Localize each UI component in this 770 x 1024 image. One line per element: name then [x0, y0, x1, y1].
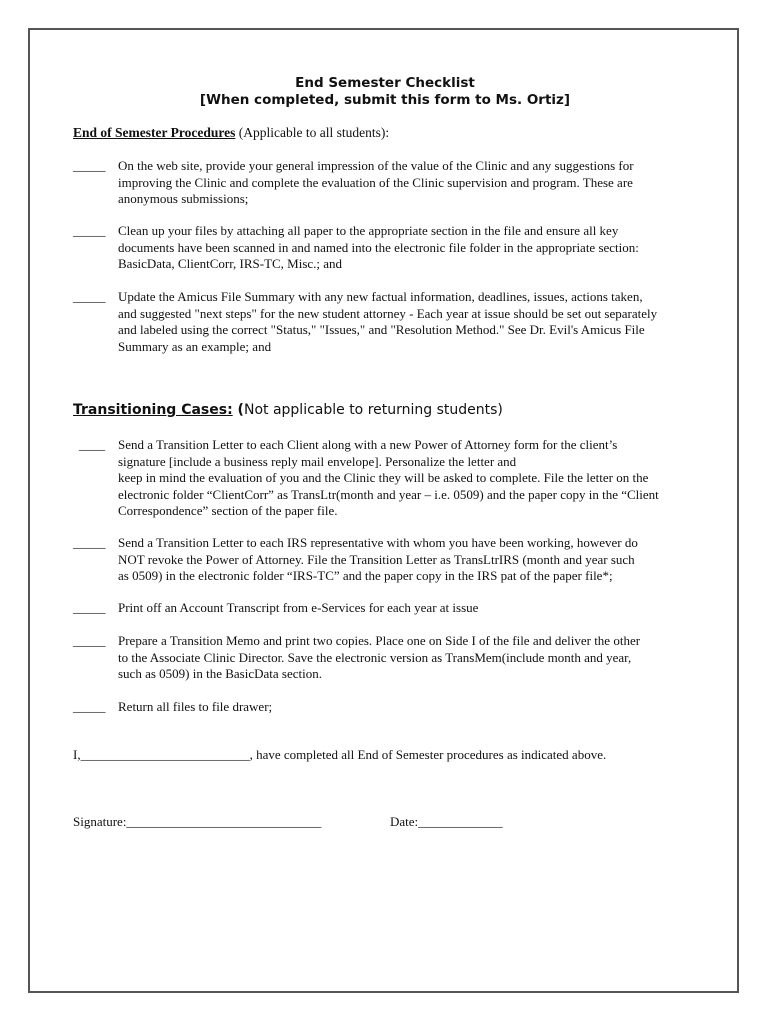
item-line: Send a Transition Letter to each Client along with a new Power of Attorney form for the client’s: [118, 437, 618, 452]
check-blank[interactable]: _____: [73, 699, 106, 714]
signature-field[interactable]: Signature:______________________________: [73, 814, 322, 829]
item-text: [118, 437, 703, 520]
section-heading-label: Transitioning Cases:: [73, 402, 233, 418]
item-line: signature [include a business reply mail envelope]. Personalize the letter and: [118, 453, 517, 469]
item-line: anonymous submissions;: [118, 191, 249, 206]
check-blank[interactable]: ____: [79, 437, 105, 452]
item-line: and suggested "next steps" for the new student attorney - Each year at issue should be set out separately: [118, 305, 658, 321]
item-line: Clean up your files by attaching all paper to the appropriate section in the file and ensure all key: [118, 223, 619, 238]
check-blank[interactable]: _____: [73, 223, 106, 238]
section-heading-end-of-semester: [73, 125, 389, 141]
item-text: [118, 158, 703, 208]
section-heading-note: (Applicable to all students):: [235, 125, 390, 140]
item-line: NOT revoke the Power of Attorney. File the Transition Letter as TransLtrIRS (month and year such: [118, 551, 635, 567]
check-blank[interactable]: _____: [73, 289, 106, 304]
item-text: [118, 289, 703, 355]
certification-statement[interactable]: I,__________________________, have completed all End of Semester procedures as indicated above.: [73, 747, 607, 762]
item-text: [118, 600, 703, 617]
item-line: to the Associate Clinic Director. Save the electronic version as TransMem(include month and year,: [118, 649, 632, 665]
checklist-item-transition-memo: [73, 633, 703, 683]
item-text: [118, 699, 703, 716]
item-line: and labeled using the correct "Status," "Issues," and "Resolution Method." See Dr. Evil's Amicus File: [118, 322, 645, 337]
date-field[interactable]: Date:_____________: [390, 814, 503, 829]
checklist-item-web-evaluation: [73, 158, 703, 208]
item-line: improving the Clinic and complete the evaluation of the Clinic supervision and program. These are: [118, 174, 633, 190]
item-line: electronic folder “ClientCorr” as TransLtr(month and year – i.e. 0509) and the paper copy in the “Client: [118, 486, 659, 502]
section-heading-transitioning: [73, 402, 503, 418]
checklist-item-clean-files: [73, 223, 703, 273]
check-blank[interactable]: _____: [73, 600, 106, 615]
item-line: On the web site, provide your general impression of the value of the Clinic and any suggestions for: [118, 158, 634, 173]
checklist-item-amicus-summary: [73, 289, 703, 355]
item-line: such as 0509) in the BasicData section.: [118, 666, 322, 681]
item-line: Update the Amicus File Summary with any new factual information, deadlines, issues, actions taken,: [118, 289, 643, 304]
checklist-item-account-transcript: [73, 600, 703, 617]
section-heading-note: Not applicable to returning students): [243, 402, 503, 418]
item-text: [118, 535, 703, 585]
item-line: Summary as an example; and: [118, 338, 272, 354]
checklist-item-return-files: [73, 699, 703, 716]
paren: (: [232, 402, 244, 418]
section-heading-label: End of Semester Procedures: [73, 125, 236, 140]
item-line: documents have been scanned in and named into the electronic file folder in the appropriate section:: [118, 239, 639, 255]
document-title: End Semester Checklist: [295, 75, 475, 91]
check-blank[interactable]: _____: [73, 158, 106, 173]
document-subtitle: [When completed, submit this form to Ms. Ortiz]: [199, 92, 571, 108]
item-line: Correspondence” section of the paper file.: [118, 503, 338, 518]
item-line: Return all files to file drawer;: [118, 699, 273, 714]
item-line: Prepare a Transition Memo and print two copies. Place one on Side I of the file and deliver the other: [118, 633, 641, 648]
check-blank[interactable]: _____: [73, 633, 106, 648]
checklist-item-client-letter: [73, 437, 703, 520]
check-blank[interactable]: _____: [73, 535, 106, 550]
item-text: [118, 223, 703, 273]
item-line: Print off an Account Transcript from e-Services for each year at issue: [118, 600, 479, 615]
item-line: keep in mind the evaluation of you and the Clinic they will be asked to complete. File the letter on the: [118, 470, 649, 485]
item-line: BasicData, ClientCorr, IRS-TC, Misc.; and: [118, 256, 343, 271]
item-line: as 0509) in the electronic folder “IRS-TC” and the paper copy in the IRS pat of the paper file*;: [118, 568, 613, 583]
item-line: Send a Transition Letter to each IRS representative with whom you have been working, however do: [118, 535, 638, 550]
item-text: [118, 633, 703, 683]
checklist-item-irs-letter: [73, 535, 703, 585]
